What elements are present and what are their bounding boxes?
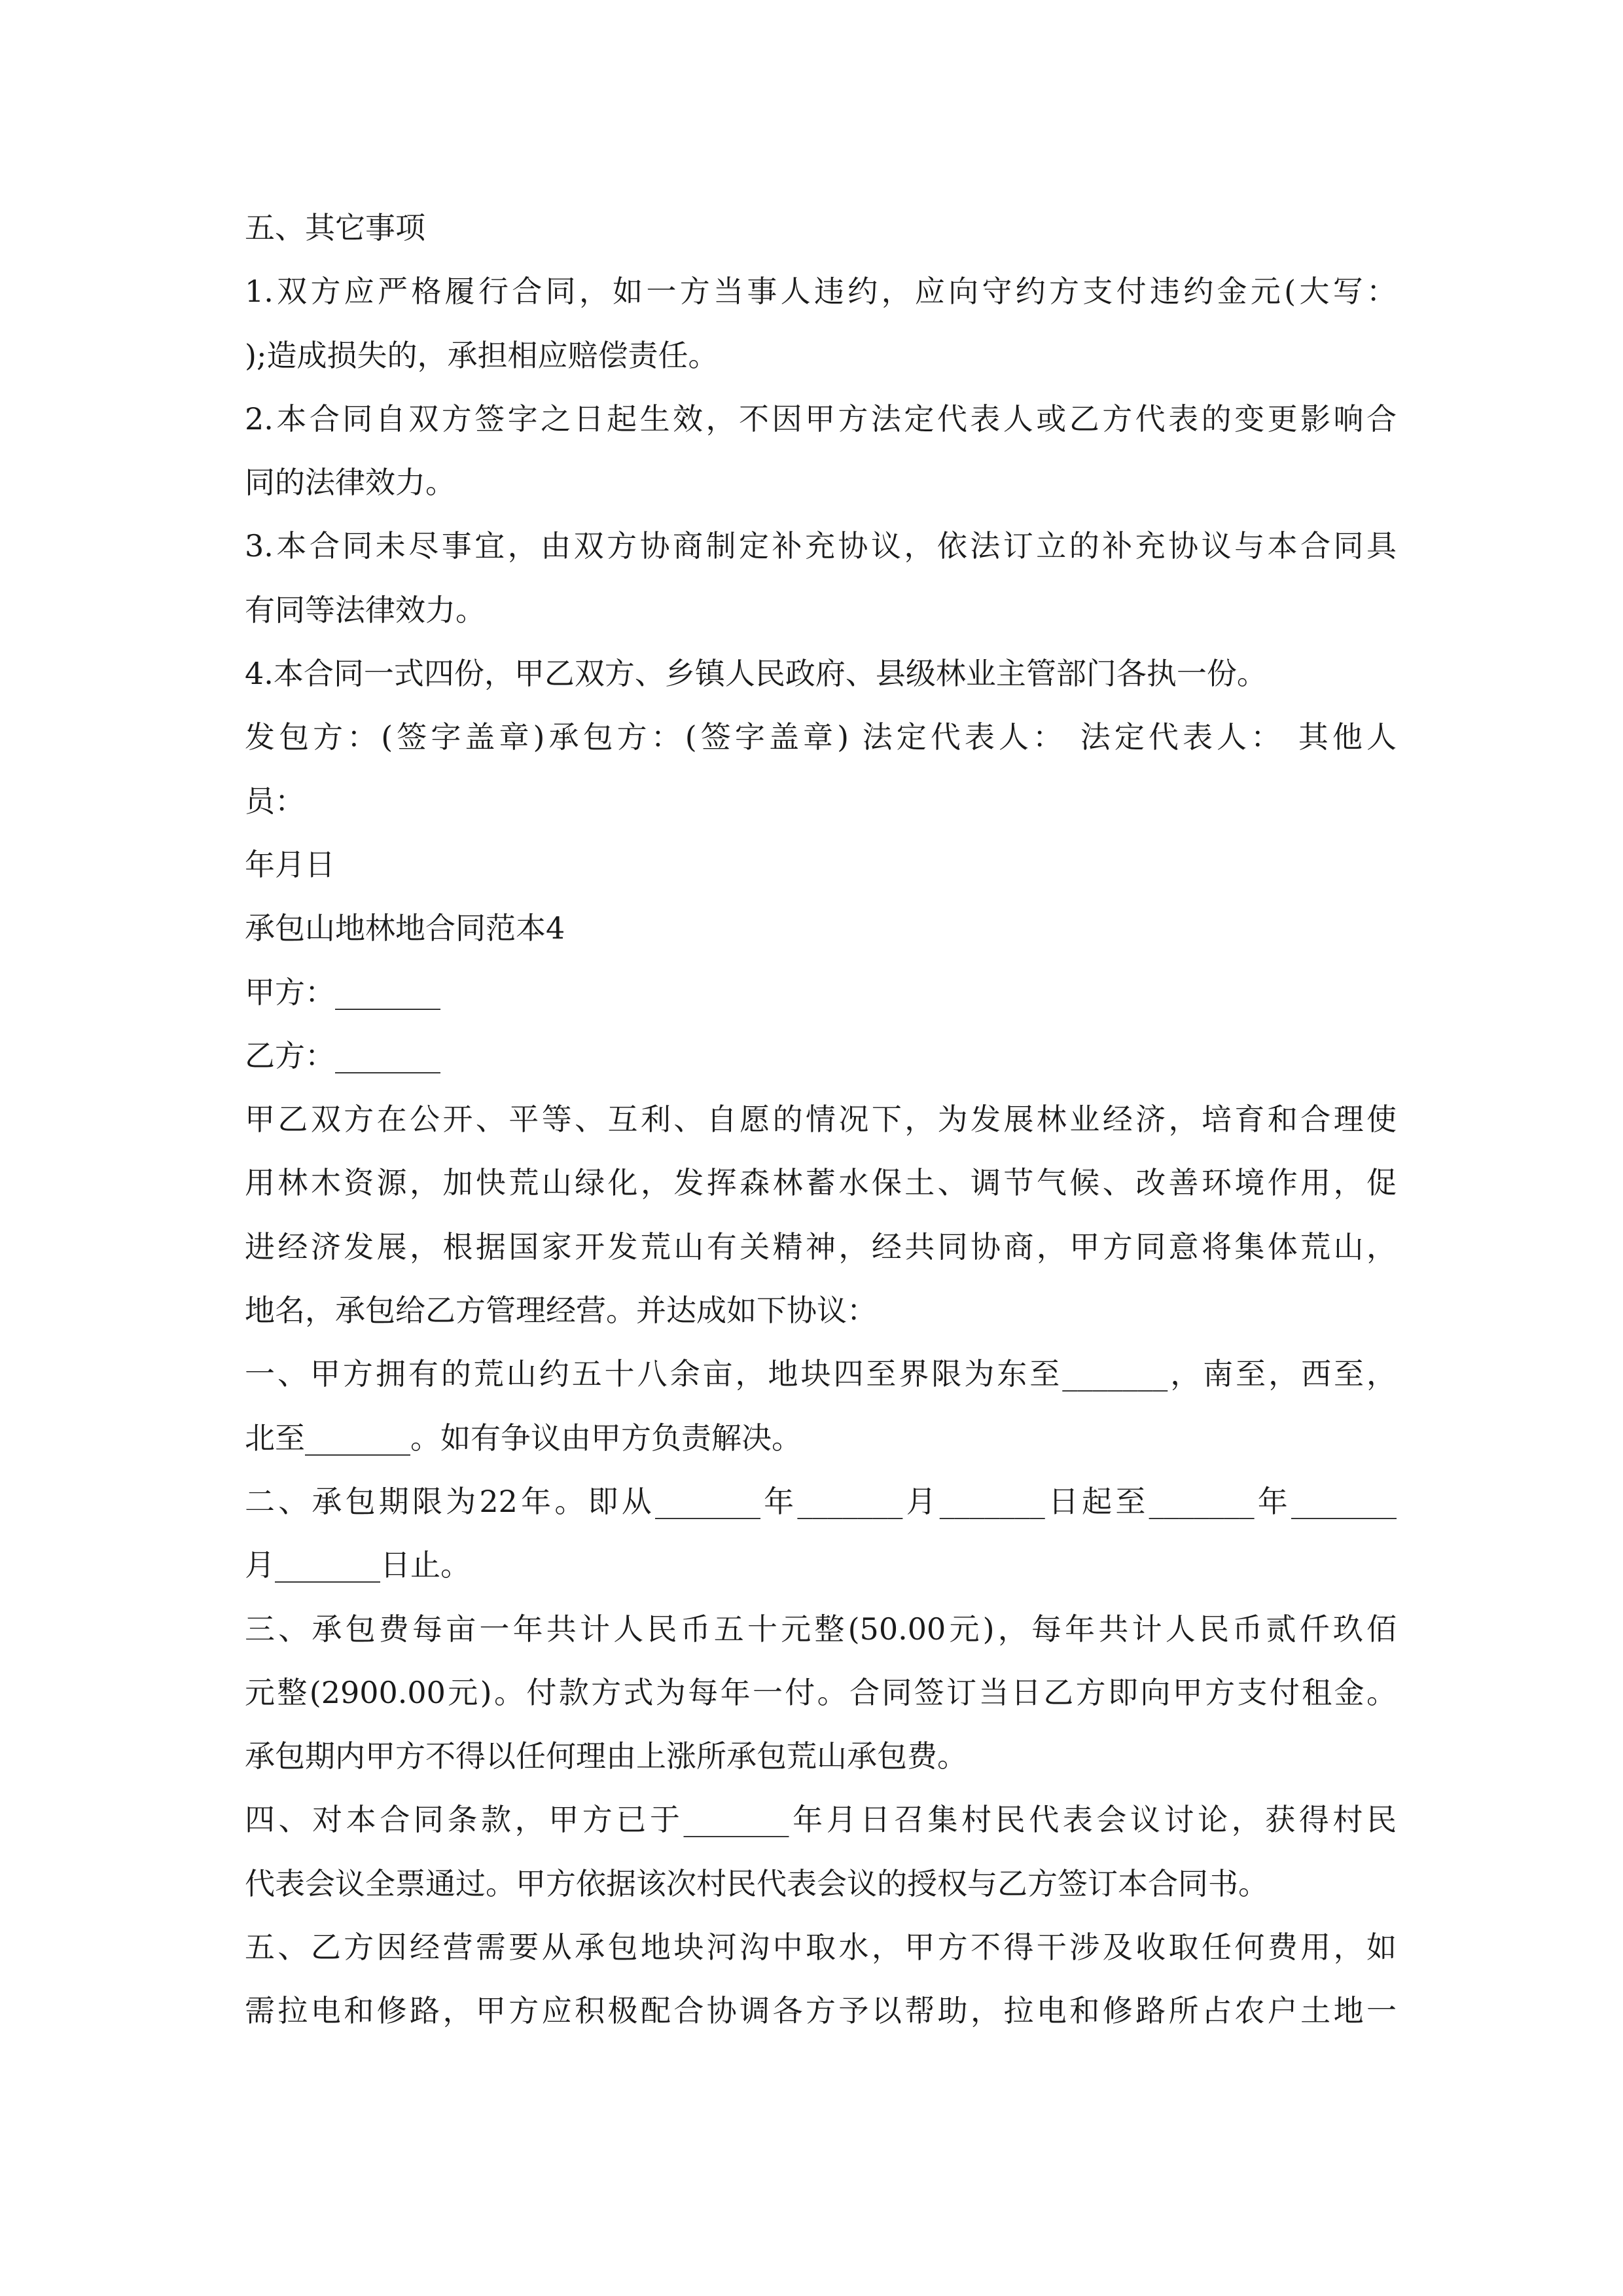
article-4-line-2: 代表会议全票通过。甲方依据该次村民代表会议的授权与乙方签订本合同书。 bbox=[245, 1865, 1268, 1901]
article-4-line-1: 四、对本合同条款，甲方已于_______年月日召集村民代表会议讨论，获得村民 bbox=[245, 1802, 1397, 1838]
article-3-line-3: 承包期内甲方不得以任何理由上涨所承包荒山承包费。 bbox=[245, 1738, 967, 1774]
clause-3-line-1: 3.本合同未尽事宜，由双方协商制定补充协议，依法订立的补充协议与本合同具 bbox=[245, 528, 1397, 564]
contract-title: 承包山地林地合同范本4 bbox=[245, 910, 565, 946]
article-2-line-1: 二、承包期限为22年。即从_______年_______月_______日起至_______年_______ bbox=[245, 1483, 1397, 1519]
article-5-line-1: 五、乙方因经营需要从承包地块河沟中取水，甲方不得干涉及收取任何费用，如 bbox=[245, 1929, 1397, 1965]
clause-3-line-2: 有同等法律效力。 bbox=[245, 592, 486, 628]
article-3-line-1: 三、承包费每亩一年共计人民币五十元整(50.00元)，每年共计人民币贰仟玖佰 bbox=[245, 1611, 1397, 1647]
clause-1-line-2: );造成损失的，承担相应赔偿责任。 bbox=[245, 337, 719, 373]
signature-block-line-2: 员： bbox=[245, 783, 305, 819]
article-1-line-1: 一、甲方拥有的荒山约五十八余亩，地块四至界限为东至_______，南至，西至， bbox=[245, 1356, 1397, 1392]
party-a-line: 甲方：_______ bbox=[245, 974, 440, 1010]
document-body bbox=[245, 196, 1397, 2043]
date-line: 年月日 bbox=[245, 846, 335, 882]
clause-2-line-2: 同的法律效力。 bbox=[245, 465, 455, 501]
clause-2-line-1: 2.本合同自双方签字之日起生效，不因甲方法定代表人或乙方代表的变更影响合 bbox=[245, 401, 1397, 437]
clause-1-line-1: 1.双方应严格履行合同，如一方当事人违约，应向守约方支付违约金元(大写： bbox=[245, 274, 1397, 310]
signature-block-line-1: 发包方：(签字盖章)承包方：(签字盖章) 法定代表人： 法定代表人： 其他人 bbox=[245, 719, 1397, 755]
clause-4-line-1: 4.本合同一式四份，甲乙双方、乡镇人民政府、县级林业主管部门各执一份。 bbox=[245, 656, 1267, 692]
article-2-line-2: 月_______日止。 bbox=[245, 1547, 471, 1583]
article-5-line-2: 需拉电和修路，甲方应积极配合协调各方予以帮助，拉电和修路所占农户土地一 bbox=[245, 1993, 1397, 2029]
preamble-line-2: 用林木资源，加快荒山绿化，发挥森林蓄水保土、调节气候、改善环境作用，促 bbox=[245, 1165, 1397, 1201]
article-3-line-2: 元整(2900.00元)。付款方式为每年一付。合同签订当日乙方即向甲方支付租金。 bbox=[245, 1674, 1397, 1710]
article-1-line-2: 北至_______。如有争议由甲方负责解决。 bbox=[245, 1420, 802, 1456]
preamble-line-1: 甲乙双方在公开、平等、互利、自愿的情况下，为发展林业经济，培育和合理使 bbox=[245, 1102, 1397, 1138]
preamble-line-4: 地名，承包给乙方管理经营。并达成如下协议： bbox=[245, 1293, 877, 1329]
party-b-line: 乙方：_______ bbox=[245, 1037, 440, 1073]
preamble-line-3: 进经济发展，根据国家开发荒山有关精神，经共同协商，甲方同意将集体荒山， bbox=[245, 1229, 1397, 1265]
section-heading-other-matters: 五、其它事项 bbox=[245, 210, 425, 245]
